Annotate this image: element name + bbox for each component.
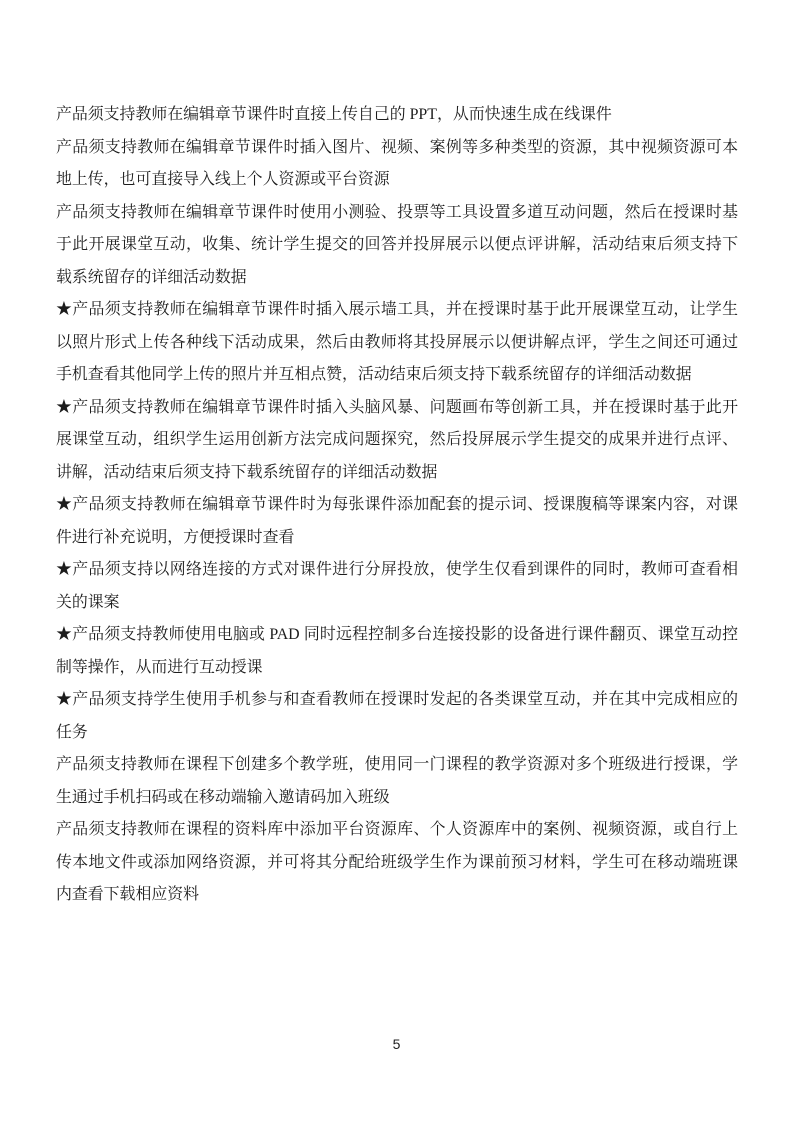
- paragraph: 产品须支持教师在课程下创建多个教学班，使用同一门课程的教学资源对多个班级进行授课，学生通过手机扫码或在移动端输入邀请码加入班级: [56, 756, 738, 806]
- paragraph-starred: ★产品须支持教师在编辑章节课件时插入头脑风暴、问题画布等创新工具，并在授课时基于此开展课堂互动，组织学生运用创新方法完成问题探究，然后投屏展示学生提交的成果并进行点评、讲解，活动结束后须支持下载系统留存的详细活动数据: [56, 398, 738, 481]
- document-body: [56, 99, 738, 912]
- paragraph-starred: ★产品须支持教师使用电脑或 PAD 同时远程控制多台连接投影的设备进行课件翻页、课堂互动控制等操作，从而进行互动授课: [56, 626, 738, 676]
- paragraph-starred: ★产品须支持以网络连接的方式对课件进行分屏投放，使学生仅看到课件的同时，教师可查看相关的课案: [56, 561, 738, 611]
- paragraph-starred: ★产品须支持教师在编辑章节课件时插入展示墙工具，并在授课时基于此开展课堂互动，让学生以照片形式上传各种线下活动成果，然后由教师将其投屏展示以便讲解点评，学生之间还可通过手机查看其他同学上传的照片并互相点赞，活动结束后须支持下载系统留存的详细活动数据: [56, 301, 738, 383]
- paragraph: 产品须支持教师在编辑章节课件时插入图片、视频、案例等多种类型的资源，其中视频资源可本地上传，也可直接导入线上个人资源或平台资源: [56, 138, 738, 188]
- paragraph: 产品须支持教师在课程的资料库中添加平台资源库、个人资源库中的案例、视频资源，或自行上传本地文件或添加网络资源，并可将其分配给班级学生作为课前预习材料，学生可在移动端班课内查看下载相应资料: [56, 821, 738, 903]
- paragraph: 产品须支持教师在编辑章节课件时使用小测验、投票等工具设置多道互动问题，然后在授课时基于此开展课堂互动，收集、统计学生提交的回答并投屏展示以便点评讲解，活动结束后须支持下载系统留存的详细活动数据: [56, 203, 738, 286]
- page-footer: [0, 1036, 793, 1052]
- paragraph-starred: ★产品须支持学生使用手机参与和查看教师在授课时发起的各类课堂互动，并在其中完成相应的任务: [56, 691, 738, 741]
- paragraph-starred: ★产品须支持教师在编辑章节课件时为每张课件添加配套的提示词、授课腹稿等课案内容，对课件进行补充说明，方便授课时查看: [56, 496, 738, 546]
- paragraph: 产品须支持教师在编辑章节课件时直接上传自己的 PPT，从而快速生成在线课件: [56, 106, 612, 123]
- page-number: 5: [392, 1036, 401, 1052]
